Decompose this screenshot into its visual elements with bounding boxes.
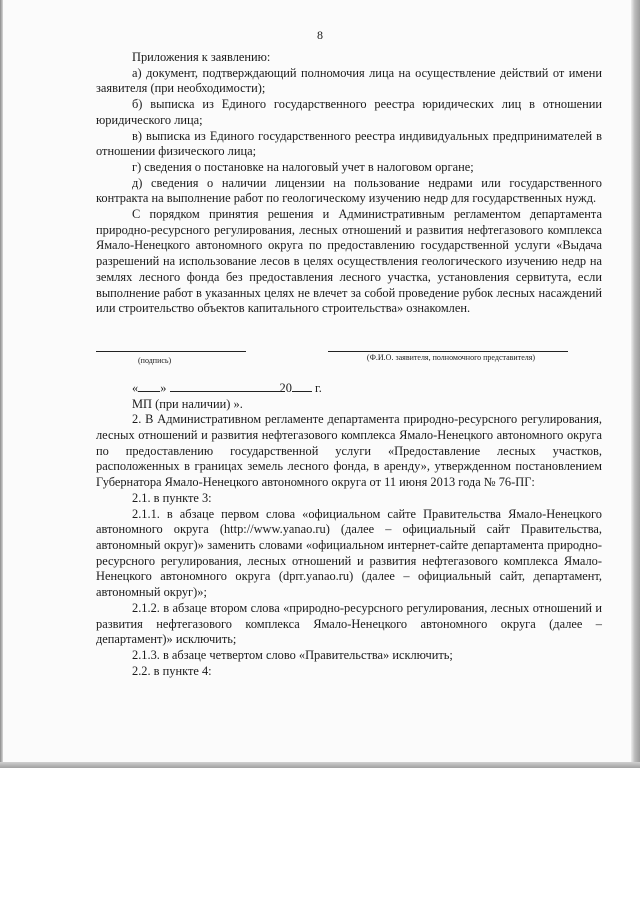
- signature-line: [96, 351, 246, 352]
- date-line: [96, 379, 602, 397]
- amendment-item: 2.1.3. в абзаце четвертом слово «Правительства» исключить;: [132, 647, 453, 662]
- name-caption: (Ф.И.О. заявителя, полномочного представителя): [366, 352, 536, 362]
- date-open-quote: «: [132, 380, 139, 395]
- amendment-item: 2.2. в пункте 4:: [132, 663, 212, 678]
- year-prefix: 20: [279, 380, 292, 395]
- annex-item: д) сведения о наличии лицензии на пользование недрами или государственного контракта на выполнение работ по геологическому изучению недр для государственных нужд.: [96, 175, 602, 206]
- signature-caption: (подпись): [138, 355, 172, 365]
- amendment-item: 2.1. в пункте 3:: [132, 490, 212, 505]
- scan-edge-right: [631, 0, 640, 768]
- day-blank: [138, 379, 160, 392]
- annex-item: а) документ, подтверждающий полномочия лица на осуществление действий от имени заявителя (при необходимости);: [96, 65, 602, 96]
- amendment-intro: 2. В Административном регламенте департамента природно-ресурсного регулирования, лесных отношений и развития нефтегазового комплекса Ямало-Ненецкого автономного округа по предоставлению государственной услуги «Предоставление лесных участков, расположенных в границах земель лесного фонда, в аренду», утвержденном постановлением Губернатора Ямало-Ненецкого автономного округа от 11 июня 2013 года № 76-ПГ:: [96, 412, 602, 490]
- amendment-item: 2.1.1. в абзаце первом слова «официальном сайте Правительства Ямало-Ненецкого автономного округа (http://www.yanao.ru) (далее – официальный сайт Правительства, автономный округ)» заменить словами «официальном интернет-сайте департамента природно-ресурсного регулирования, лесных отношений и развития нефтегазового комплекса Ямало-Ненецкого автономного округа (dprr.yanao.ru) (далее – официальный сайт, департамент, автономный округ)»;: [96, 506, 602, 600]
- page-number: 8: [317, 28, 323, 42]
- year-blank: [292, 379, 312, 392]
- annex-heading: Приложения к заявлению:: [132, 50, 271, 64]
- name-line: [328, 351, 568, 352]
- document-body: [96, 50, 602, 679]
- annex-item: в) выписка из Единого государственного реестра индивидуальных предпринимателей в отношении физического лица;: [96, 128, 602, 159]
- month-blank: [170, 379, 280, 392]
- acknowledgement-paragraph: С порядком принятия решения и Административным регламентом департамента природно-ресурсного регулирования, лесных отношений и развития нефтегазового комплекса Ямало-Ненецкого автономного округа по предоставлению государственной услуги «Выдача разрешений на использование лесов в целях осуществления геологического изучению недр на землях лесного фонда без предоставления лесного участка, установления сервитута, если выполнение работ в указанных целях не влечет за собой проведение рубок лесных насаждений или строительство объектов капитального строительства» ознакомлен.: [96, 207, 602, 316]
- annex-item: б) выписка из Единого государственного реестра юридических лиц в отношении юридического лица;: [96, 97, 602, 127]
- signature-block: [96, 339, 602, 379]
- amendment-item: 2.1.2. в абзаце втором слова «природно-ресурсного регулирования, лесных отношений и развития нефтегазового комплекса Ямало-Ненецкого автономного округа (далее – департамент)» исключить;: [96, 600, 602, 647]
- date-close-quote: »: [160, 380, 167, 395]
- stamp-line: МП (при наличии) ».: [132, 396, 243, 411]
- scan-edge-left: [0, 0, 3, 768]
- year-suffix: г.: [315, 380, 322, 395]
- annex-item: г) сведения о постановке на налоговый учет в налоговом органе;: [132, 159, 474, 174]
- scan-edge-bottom: [0, 762, 640, 768]
